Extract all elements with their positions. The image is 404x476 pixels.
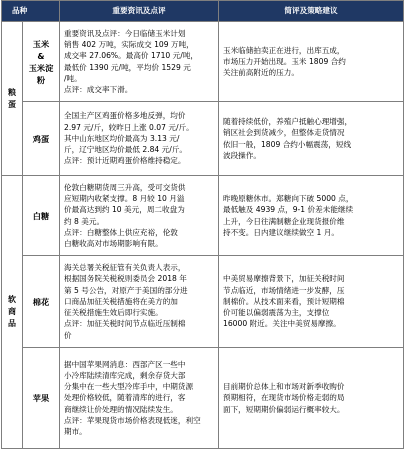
info-cell: 全国主产区鸡蛋价格多地反弹，均价 2.97 元/斤，较昨日上涨 0.07 元/斤。 其中山东地区均价最高为 3.13 元/ 斤，辽宁地区均价最低 2.84 元/斤。 点评：预计近期鸡蛋价格维持稳定。 <box>60 102 219 176</box>
table-header-row <box>2 1 404 22</box>
comment-cell: 目前期价总体上和市场对新季收购价 预期相符，在现货市场价格走弱的局 面下，短期期价偏弱运行概率较大。 <box>219 348 404 449</box>
product-cotton: 棉花 <box>23 256 60 348</box>
product-sugar: 白糖 <box>23 176 60 256</box>
comment-cell: 中美贸易摩擦背景下，加征关税时间 节点临近，市场情绪进一步发酵，压 制棉价。从技术面来看，预计短期棉 价可能以偏弱震荡为主，支撑位 16000 附近。关注中美贸易摩擦。 <box>219 256 404 348</box>
header-comment: 简评及策略建议 <box>219 1 404 22</box>
table-row <box>2 102 404 176</box>
comment-cell: 昨晚原糖休市。郑糖向下破 5000 点， 最低触及 4939 点，9-1 价差未能继续 上升，今日往满制糖企业现货报价维 持不变。日内建议继续做空 1 月。 <box>219 176 404 256</box>
info-cell: 伦敦白糖期货周三升高，受可交货供 应短期内收紧支撑。8 月较 10 月溢 价最高达到约 10 美元，周二收盘为 约 8 美元。 点评：白糖整体上供应充裕，伦敦 白糖收高对市场期影响有限。 <box>60 176 219 256</box>
table-row <box>2 256 404 348</box>
table-row <box>2 176 404 256</box>
strategy-table <box>1 0 404 449</box>
info-cell: 据中国苹果网消息：西部产区一些中 小冷库陆续清库完成，剩余存货大部 分集中在一些大型冷库手中，中期货源 处理价格较低，随着清库的进行，客 商继续让价处理的情况陆续发生。 点评：苹果现货市场价格表现低迷，利空 期市。 <box>60 348 219 449</box>
info-cell: 海关总署关税征管有关负责人表示， 根据国务院关税税则委员会 2018 年 第 5 号公告，对原产于美国的部分进 口商品加征关税措施将在美方的加 征关税措施生效后即行实施。 点评：加征关税时间节点临近压制棉 价 <box>60 256 219 348</box>
header-category: 品种 <box>2 1 60 22</box>
table-row <box>2 22 404 102</box>
product-eggs: 鸡蛋 <box>23 102 60 176</box>
header-info: 重要资讯及点评 <box>60 1 219 22</box>
comment-cell: 随着持续低价，养殖户抵触心理增强， 销区社会到货减少，但整体走货情况 依旧一般，1809 合约小幅震荡，短线 波段操作。 <box>219 102 404 176</box>
group-label-soft: 软商品 <box>2 176 23 449</box>
group-label-grain: 粮蛋 <box>2 22 23 176</box>
product-apple: 苹果 <box>23 348 60 449</box>
table-row <box>2 348 404 449</box>
info-cell: 重要资讯及点评：今日临储玉米计划 销售 402 万吨，实际成交 109 万吨， 成交率 27.06%。最高价 1710 元/吨， 最低价 1390 元/吨，平均价 1529 元 /吨。 点评：成交率下滑。 <box>60 22 219 102</box>
comment-cell: 玉米临储拍卖正在进行，出库五成， 市场压力开始出现。玉米 1809 合约 关注前高附近的压力。 <box>219 22 404 102</box>
product-corn: 玉米 & 玉米淀粉 <box>23 22 60 102</box>
